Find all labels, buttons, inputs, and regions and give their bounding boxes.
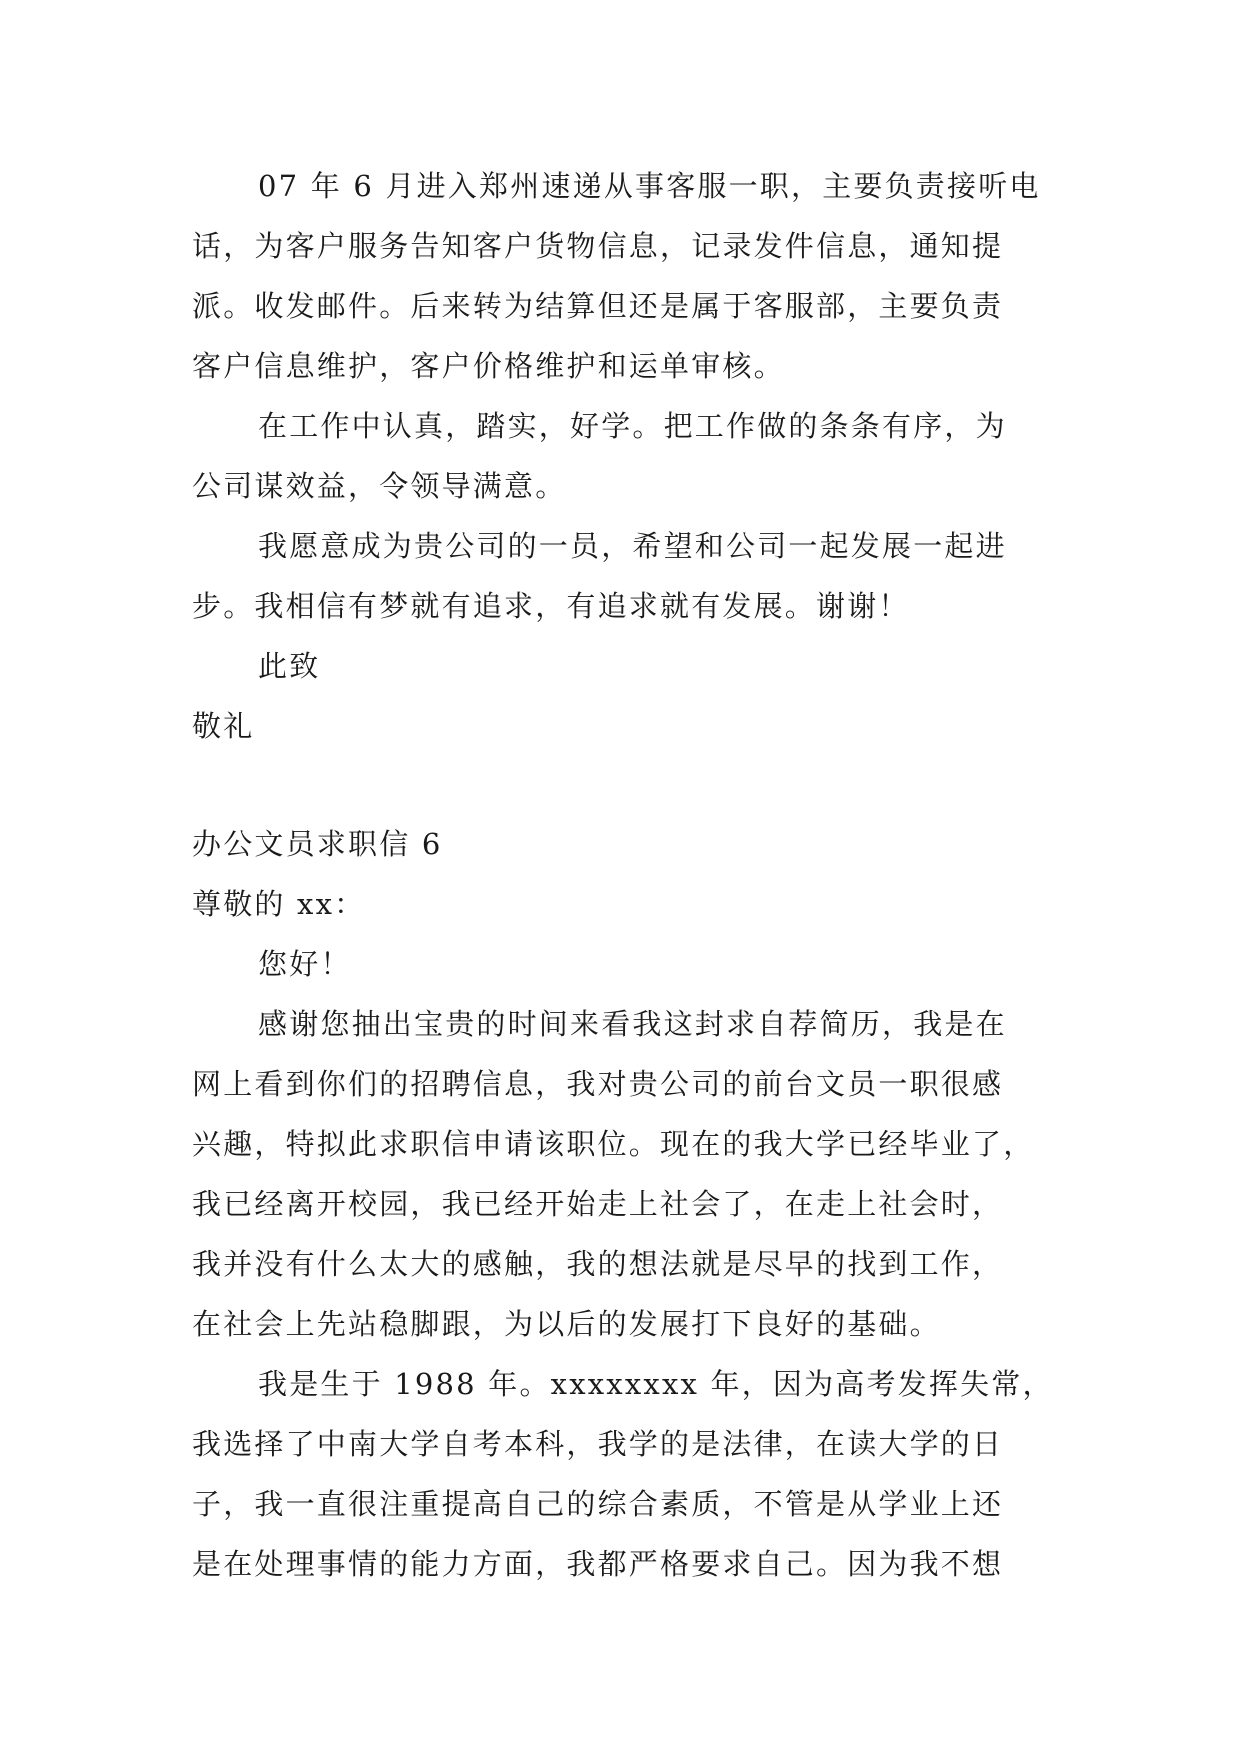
text-line: 在社会上先站稳脚跟，为以后的发展打下良好的基础。 bbox=[192, 1307, 941, 1341]
text-line: 我愿意成为贵公司的一员，希望和公司一起发展一起进 bbox=[258, 529, 1007, 563]
text-line: 感谢您抽出宝贵的时间来看我这封求自荐简历，我是在 bbox=[258, 1007, 1007, 1041]
text-line: 我并没有什么太大的感触，我的想法就是尽早的找到工作， bbox=[192, 1247, 1004, 1281]
text-line: 我已经离开校园，我已经开始走上社会了，在走上社会时， bbox=[192, 1187, 1004, 1221]
paragraph-introduction bbox=[192, 994, 1054, 1354]
text-line: 客户信息维护，客户价格维护和运单审核。 bbox=[192, 349, 785, 383]
text-line: 步。我相信有梦就有追求，有追求就有发展。谢谢！ bbox=[192, 589, 910, 623]
text-line: 我选择了中南大学自考本科，我学的是法律，在读大学的日 bbox=[192, 1427, 1004, 1461]
paragraph-education bbox=[192, 1354, 1054, 1594]
document-page bbox=[192, 156, 1054, 1594]
paragraph-wish bbox=[192, 516, 1054, 636]
letter-title: 办公文员求职信 6 bbox=[192, 827, 443, 861]
greeting-text: 尊敬的 xx： bbox=[192, 887, 366, 921]
closing-text: 此致 bbox=[258, 649, 321, 683]
text-line: 派。收发邮件。后来转为结算但还是属于客服部，主要负责 bbox=[192, 289, 1004, 323]
paragraph-work-attitude bbox=[192, 396, 1054, 516]
paragraph-work-experience bbox=[192, 156, 1054, 396]
text-line: 话，为客户服务告知客户货物信息，记录发件信息，通知提 bbox=[192, 229, 1004, 263]
text-line: 在工作中认真，踏实，好学。把工作做的条条有序，为 bbox=[258, 409, 1007, 443]
section-spacer bbox=[192, 756, 1054, 814]
text-line: 子，我一直很注重提高自己的综合素质，不管是从学业上还 bbox=[192, 1487, 1004, 1521]
text-line: 公司谋效益，令领导满意。 bbox=[192, 469, 567, 503]
hello-text: 您好！ bbox=[258, 947, 352, 981]
salute-text: 敬礼 bbox=[192, 709, 255, 743]
text-line: 兴趣，特拟此求职信申请该职位。现在的我大学已经毕业了， bbox=[192, 1127, 1035, 1161]
text-line: 07 年 6 月进入郑州速递从事客服一职，主要负责接听电 bbox=[258, 169, 1041, 203]
text-line: 我是生于 1988 年。xxxxxxxx 年，因为高考发挥失常， bbox=[258, 1367, 1054, 1401]
text-line: 是在处理事情的能力方面，我都严格要求自己。因为我不想 bbox=[192, 1547, 1004, 1581]
text-line: 网上看到你们的招聘信息，我对贵公司的前台文员一职很感 bbox=[192, 1067, 1004, 1101]
